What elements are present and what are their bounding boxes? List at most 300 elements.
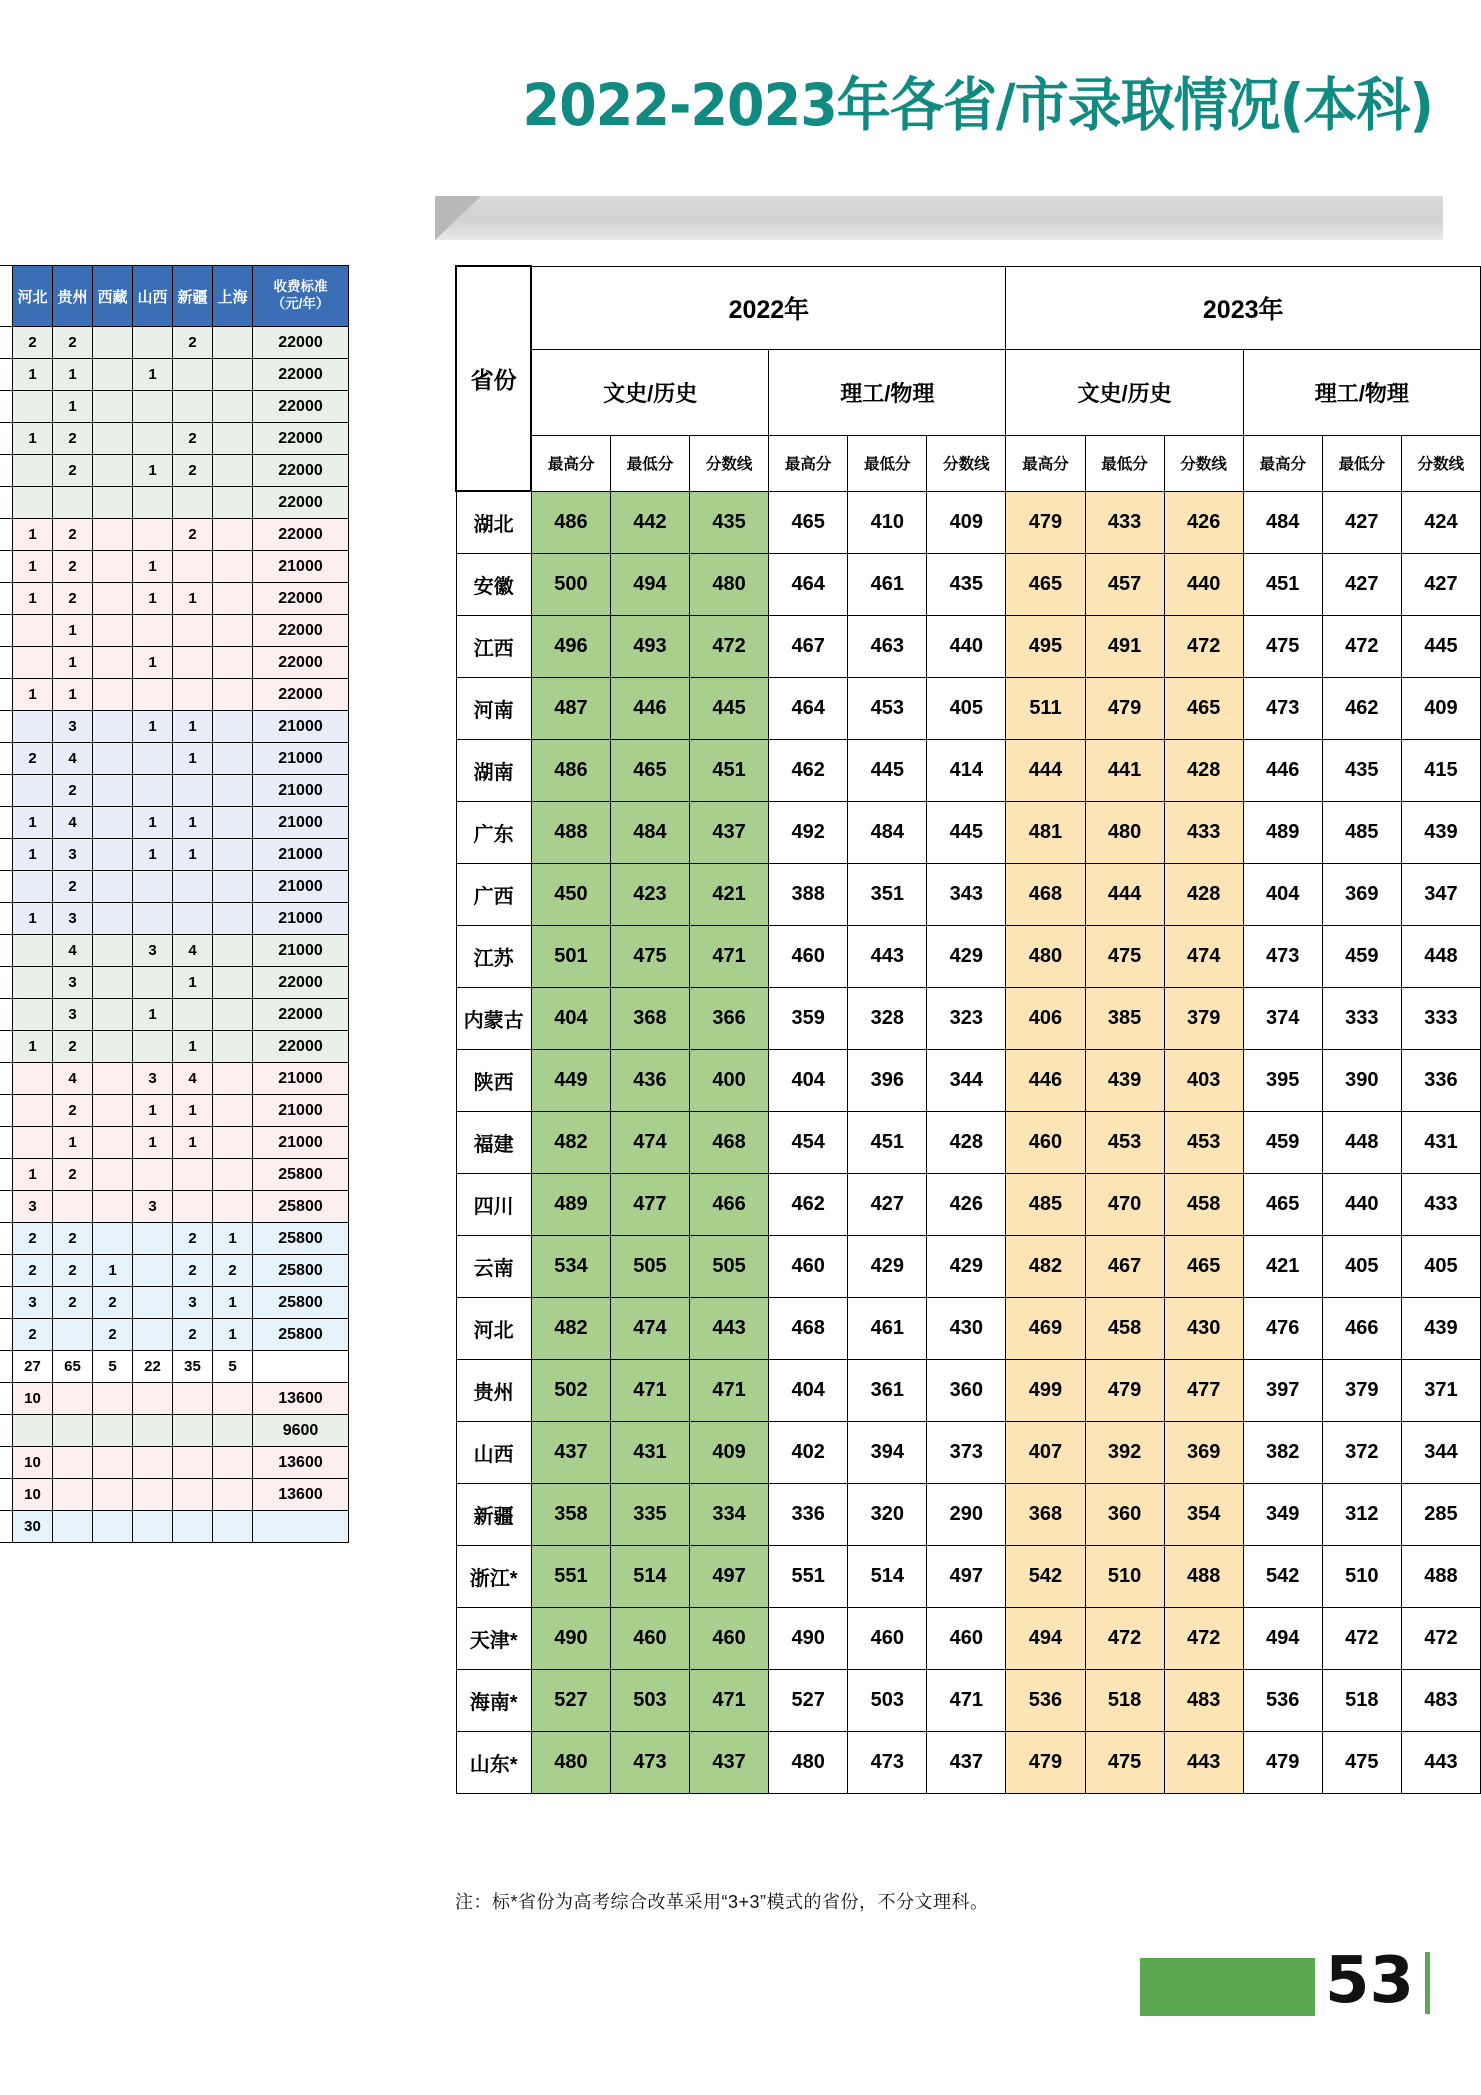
- left-table-row: [0, 743, 349, 775]
- cell-score: 366: [690, 988, 769, 1050]
- cell-score: 429: [927, 926, 1006, 988]
- cell-score: 429: [848, 1236, 927, 1298]
- cell-score: 473: [610, 1732, 689, 1794]
- left-cell: [133, 327, 173, 359]
- header-subject-3: 理工/物理: [1243, 349, 1480, 435]
- left-row-edge-spacer: [0, 1415, 13, 1447]
- cell-score: 480: [1006, 926, 1085, 988]
- left-row-edge-spacer: [0, 839, 13, 871]
- cell-score: 421: [1243, 1236, 1322, 1298]
- left-table-row: [0, 487, 349, 519]
- left-table-edge-spacer: [0, 266, 13, 327]
- cell-score: 450: [531, 864, 610, 926]
- left-row-edge-spacer: [0, 1191, 13, 1223]
- cell-score: 410: [848, 491, 927, 554]
- cell-score: 415: [1401, 740, 1480, 802]
- left-cell: 2: [53, 1159, 93, 1191]
- left-cell: [133, 871, 173, 903]
- cell-province: 湖南: [456, 740, 531, 802]
- left-cell: 3: [53, 967, 93, 999]
- left-cell: [133, 1255, 173, 1287]
- cell-score: 472: [1322, 1608, 1401, 1670]
- cell-score: 484: [1243, 491, 1322, 554]
- left-cell: [213, 775, 253, 807]
- cell-score: 487: [531, 678, 610, 740]
- left-cell-fee: 13600: [253, 1447, 349, 1479]
- left-cell: 1: [13, 839, 53, 871]
- left-cell: [13, 647, 53, 679]
- cell-score: 445: [1401, 616, 1480, 678]
- cell-score: 435: [690, 491, 769, 554]
- left-cell: 2: [53, 1287, 93, 1319]
- left-cell: 1: [53, 647, 93, 679]
- left-table-row: [0, 327, 349, 359]
- main-table-body: [456, 491, 1481, 1794]
- left-cell: 2: [13, 1319, 53, 1351]
- left-row-edge-spacer: [0, 647, 13, 679]
- cell-score: 473: [1243, 678, 1322, 740]
- cell-score: 502: [531, 1360, 610, 1422]
- cell-score: 351: [848, 864, 927, 926]
- left-cell: [13, 455, 53, 487]
- cell-province: 河南: [456, 678, 531, 740]
- cell-score: 466: [1322, 1298, 1401, 1360]
- left-cell: [93, 1063, 133, 1095]
- left-cell: [93, 903, 133, 935]
- left-row-edge-spacer: [0, 423, 13, 455]
- left-cell-fee: 22000: [253, 999, 349, 1031]
- left-cell: [213, 743, 253, 775]
- left-cell: [13, 1095, 53, 1127]
- left-cell: [213, 1191, 253, 1223]
- left-table-row: [0, 1127, 349, 1159]
- cell-score: 430: [1164, 1298, 1243, 1360]
- cell-score: 475: [1243, 616, 1322, 678]
- left-cell: 1: [173, 839, 213, 871]
- left-cell: [133, 743, 173, 775]
- left-row-edge-spacer: [0, 487, 13, 519]
- cell-score: 360: [927, 1360, 1006, 1422]
- left-cell: [173, 871, 213, 903]
- left-cell: 2: [53, 1255, 93, 1287]
- cell-score: 409: [927, 491, 1006, 554]
- cell-score: 433: [1164, 802, 1243, 864]
- left-cell: 1: [133, 839, 173, 871]
- table-row: [456, 740, 1481, 802]
- cell-score: 405: [1322, 1236, 1401, 1298]
- cell-score: 480: [1085, 802, 1164, 864]
- header-subject-0: 文史/历史: [531, 349, 768, 435]
- cell-score: 427: [1322, 491, 1401, 554]
- left-cell: 1: [53, 615, 93, 647]
- left-cell: [13, 935, 53, 967]
- cell-score: 409: [1401, 678, 1480, 740]
- left-col-header-3: 山西: [133, 266, 173, 327]
- left-cell: [93, 679, 133, 711]
- left-cell: 2: [53, 423, 93, 455]
- cell-score: 405: [1401, 1236, 1480, 1298]
- cell-score: 349: [1243, 1484, 1322, 1546]
- left-row-edge-spacer: [0, 583, 13, 615]
- left-cell: 10: [13, 1479, 53, 1511]
- cell-score: 379: [1164, 988, 1243, 1050]
- cell-score: 453: [848, 678, 927, 740]
- left-cell: [173, 1479, 213, 1511]
- cell-score: 453: [1164, 1112, 1243, 1174]
- cell-province: 河北: [456, 1298, 531, 1360]
- left-cell: 1: [133, 583, 173, 615]
- left-cell: 4: [53, 1063, 93, 1095]
- cell-score: 368: [610, 988, 689, 1050]
- left-row-edge-spacer: [0, 903, 13, 935]
- cell-score: 439: [1401, 802, 1480, 864]
- left-cell: [133, 1287, 173, 1319]
- left-cell: [93, 1447, 133, 1479]
- cell-score: 443: [1401, 1732, 1480, 1794]
- header-metric-7: 最低分: [1085, 435, 1164, 491]
- cell-score: 551: [531, 1546, 610, 1608]
- header-metric-4: 最低分: [848, 435, 927, 491]
- left-cell-fee: 22000: [253, 967, 349, 999]
- table-footnote: 注：标*省份为高考综合改革采用“3+3”模式的省份，不分文理科。: [455, 1892, 989, 1912]
- cell-score: 445: [690, 678, 769, 740]
- cell-score: 534: [531, 1236, 610, 1298]
- left-cell: 1: [173, 1095, 213, 1127]
- left-cell: 2: [53, 327, 93, 359]
- cell-score: 472: [690, 616, 769, 678]
- header-metric-11: 分数线: [1401, 435, 1480, 491]
- cell-score: 474: [610, 1298, 689, 1360]
- cell-score: 471: [927, 1670, 1006, 1732]
- header-metric-6: 最高分: [1006, 435, 1085, 491]
- left-cell: 2: [53, 455, 93, 487]
- cell-score: 445: [927, 802, 1006, 864]
- left-row-edge-spacer: [0, 1063, 13, 1095]
- left-cell: 1: [173, 743, 213, 775]
- left-table-row: [0, 1319, 349, 1351]
- left-cell-fee: 22000: [253, 1031, 349, 1063]
- cell-score: 423: [610, 864, 689, 926]
- left-cell: [93, 935, 133, 967]
- cell-score: 431: [610, 1422, 689, 1484]
- left-cell: 10: [13, 1383, 53, 1415]
- left-cell: 2: [53, 775, 93, 807]
- header-metric-3: 最高分: [769, 435, 848, 491]
- left-cell: [133, 1319, 173, 1351]
- cell-score: 457: [1085, 554, 1164, 616]
- left-cell: 22: [133, 1351, 173, 1383]
- cell-score: 446: [1006, 1050, 1085, 1112]
- cell-score: 468: [1006, 864, 1085, 926]
- left-row-edge-spacer: [0, 455, 13, 487]
- left-cell: [93, 711, 133, 743]
- left-cell: 2: [93, 1319, 133, 1351]
- left-cell-fee: 25800: [253, 1223, 349, 1255]
- cell-score: 471: [690, 1670, 769, 1732]
- left-cell: 4: [53, 935, 93, 967]
- left-cell: 2: [173, 423, 213, 455]
- left-cell: [133, 679, 173, 711]
- left-cell: 2: [13, 1223, 53, 1255]
- cell-score: 404: [769, 1050, 848, 1112]
- left-cell: 1: [13, 583, 53, 615]
- left-table-row: [0, 775, 349, 807]
- cell-score: 444: [1085, 864, 1164, 926]
- cell-province: 海南*: [456, 1670, 531, 1732]
- cell-score: 471: [610, 1360, 689, 1422]
- left-cell: [93, 551, 133, 583]
- cell-score: 446: [1243, 740, 1322, 802]
- left-cell-fee: 21000: [253, 903, 349, 935]
- left-cell: [93, 1159, 133, 1191]
- left-cell: [213, 391, 253, 423]
- left-table-row: [0, 967, 349, 999]
- left-table-row: [0, 1191, 349, 1223]
- left-cell: [53, 1447, 93, 1479]
- left-cell: 3: [173, 1287, 213, 1319]
- left-cell: [213, 1031, 253, 1063]
- cell-score: 479: [1006, 1732, 1085, 1794]
- left-cell: 30: [13, 1511, 53, 1543]
- cell-score: 485: [1322, 802, 1401, 864]
- left-cell-fee: 25800: [253, 1255, 349, 1287]
- cell-score: 474: [610, 1112, 689, 1174]
- cell-score: 428: [1164, 864, 1243, 926]
- left-table-row: [0, 1095, 349, 1127]
- left-cell: 1: [13, 903, 53, 935]
- left-cell: [213, 839, 253, 871]
- table-row: [456, 1174, 1481, 1236]
- cell-score: 488: [1164, 1546, 1243, 1608]
- left-cell: 1: [133, 551, 173, 583]
- left-cell: 1: [173, 1127, 213, 1159]
- cell-province: 贵州: [456, 1360, 531, 1422]
- left-cell: [93, 1383, 133, 1415]
- left-cell: 3: [13, 1287, 53, 1319]
- cell-score: 396: [848, 1050, 927, 1112]
- table-row: [456, 926, 1481, 988]
- left-cell: [13, 871, 53, 903]
- left-cell: [13, 999, 53, 1031]
- left-cell: [93, 807, 133, 839]
- cell-score: 475: [610, 926, 689, 988]
- cell-province: 陕西: [456, 1050, 531, 1112]
- cell-score: 431: [1401, 1112, 1480, 1174]
- left-row-edge-spacer: [0, 1095, 13, 1127]
- cell-score: 344: [927, 1050, 1006, 1112]
- left-table-header-row: [0, 266, 349, 327]
- left-cell-fee: 21000: [253, 839, 349, 871]
- left-cell: 2: [13, 1255, 53, 1287]
- cell-score: 467: [769, 616, 848, 678]
- left-table-row: [0, 1383, 349, 1415]
- cell-score: 490: [769, 1608, 848, 1670]
- left-cell: [133, 519, 173, 551]
- left-table-row: [0, 1447, 349, 1479]
- left-table-row: [0, 711, 349, 743]
- cell-score: 460: [769, 926, 848, 988]
- left-cell: [213, 359, 253, 391]
- cell-score: 430: [927, 1298, 1006, 1360]
- cell-score: 395: [1243, 1050, 1322, 1112]
- left-cell: [13, 1127, 53, 1159]
- left-row-edge-spacer: [0, 391, 13, 423]
- left-col-header-0: 河北: [13, 266, 53, 327]
- left-cell: 1: [53, 1127, 93, 1159]
- cell-score: 369: [1322, 864, 1401, 926]
- left-cell: [93, 1191, 133, 1223]
- left-cell: [13, 775, 53, 807]
- left-cell: [213, 1479, 253, 1511]
- left-row-edge-spacer: [0, 807, 13, 839]
- left-cell-fee: 22000: [253, 423, 349, 455]
- cell-province: 江苏: [456, 926, 531, 988]
- left-cell: [133, 1447, 173, 1479]
- header-year-1: 2023年: [1006, 266, 1481, 349]
- cell-score: 486: [531, 491, 610, 554]
- left-cell: [173, 679, 213, 711]
- table-row: [456, 1670, 1481, 1732]
- cell-score: 483: [1401, 1670, 1480, 1732]
- cell-score: 505: [610, 1236, 689, 1298]
- left-cell: [53, 1511, 93, 1543]
- left-cell: [213, 1383, 253, 1415]
- left-cell-fee: 25800: [253, 1191, 349, 1223]
- cell-score: 333: [1322, 988, 1401, 1050]
- left-cell: 1: [213, 1319, 253, 1351]
- left-cell: [93, 967, 133, 999]
- cell-score: 465: [769, 491, 848, 554]
- left-cell: 1: [133, 647, 173, 679]
- cell-score: 403: [1164, 1050, 1243, 1112]
- left-cell: 2: [173, 1319, 213, 1351]
- left-cell: 2: [53, 871, 93, 903]
- left-cell: 2: [13, 743, 53, 775]
- cell-score: 437: [531, 1422, 610, 1484]
- main-table-head: [456, 266, 1481, 491]
- left-cell: [133, 391, 173, 423]
- left-table-row: [0, 423, 349, 455]
- cell-score: 497: [690, 1546, 769, 1608]
- left-row-edge-spacer: [0, 1159, 13, 1191]
- left-table-row: [0, 583, 349, 615]
- cell-score: 458: [1085, 1298, 1164, 1360]
- left-cell: 5: [213, 1351, 253, 1383]
- left-table-row: [0, 455, 349, 487]
- cell-score: 428: [1164, 740, 1243, 802]
- cell-score: 482: [531, 1112, 610, 1174]
- left-cell: [173, 903, 213, 935]
- cell-score: 312: [1322, 1484, 1401, 1546]
- left-table-row: [0, 647, 349, 679]
- left-cell: [93, 391, 133, 423]
- cell-score: 443: [848, 926, 927, 988]
- cell-province: 安徽: [456, 554, 531, 616]
- cell-score: 460: [927, 1608, 1006, 1670]
- cell-score: 373: [927, 1422, 1006, 1484]
- left-cell: [133, 423, 173, 455]
- left-table-row: [0, 615, 349, 647]
- cell-score: 436: [610, 1050, 689, 1112]
- left-cell: 1: [173, 583, 213, 615]
- cell-score: 448: [1401, 926, 1480, 988]
- left-row-edge-spacer: [0, 551, 13, 583]
- cell-score: 464: [769, 554, 848, 616]
- cell-score: 404: [769, 1360, 848, 1422]
- left-cell-fee: [253, 1511, 349, 1543]
- left-cell: 3: [133, 935, 173, 967]
- cell-score: 480: [690, 554, 769, 616]
- cell-score: 479: [1006, 491, 1085, 554]
- cell-score: 446: [610, 678, 689, 740]
- left-cell-fee: 22000: [253, 679, 349, 711]
- left-cell-fee: 21000: [253, 551, 349, 583]
- left-cell: [93, 839, 133, 871]
- cell-score: 437: [690, 802, 769, 864]
- cell-province: 湖北: [456, 491, 531, 554]
- left-cell: [13, 391, 53, 423]
- left-row-edge-spacer: [0, 1383, 13, 1415]
- left-col-header-2: 西藏: [93, 266, 133, 327]
- cell-score: 465: [610, 740, 689, 802]
- left-cell: 1: [13, 807, 53, 839]
- cell-score: 484: [610, 802, 689, 864]
- left-cell: [93, 1415, 133, 1447]
- left-cell-fee: 21000: [253, 711, 349, 743]
- left-cell: 2: [53, 1095, 93, 1127]
- cell-score: 454: [769, 1112, 848, 1174]
- left-cell: [173, 647, 213, 679]
- left-cell: [213, 551, 253, 583]
- cell-score: 335: [610, 1484, 689, 1546]
- cell-score: 494: [1243, 1608, 1322, 1670]
- table-row: [456, 988, 1481, 1050]
- left-cell: [213, 487, 253, 519]
- left-cell: [93, 1511, 133, 1543]
- left-table-row: [0, 1031, 349, 1063]
- cell-score: 483: [1164, 1670, 1243, 1732]
- left-row-edge-spacer: [0, 359, 13, 391]
- cell-score: 402: [769, 1422, 848, 1484]
- footer-accent-bar: [1140, 1958, 1315, 2016]
- left-cell: 3: [53, 999, 93, 1031]
- left-cell: 1: [133, 359, 173, 391]
- left-col-header-5: 上海: [213, 266, 253, 327]
- left-cell-fee: 22000: [253, 391, 349, 423]
- header-metric-2: 分数线: [690, 435, 769, 491]
- left-cell: [213, 935, 253, 967]
- cell-score: 404: [531, 988, 610, 1050]
- title-ribbon-fold-left: [435, 196, 481, 240]
- cell-score: 347: [1401, 864, 1480, 926]
- cell-score: 469: [1006, 1298, 1085, 1360]
- cell-score: 371: [1401, 1360, 1480, 1422]
- cell-score: 336: [1401, 1050, 1480, 1112]
- cell-score: 472: [1401, 1608, 1480, 1670]
- cell-score: 404: [1243, 864, 1322, 926]
- left-cell: [93, 583, 133, 615]
- left-cell: [13, 1063, 53, 1095]
- cell-score: 479: [1243, 1732, 1322, 1794]
- cell-score: 465: [1164, 678, 1243, 740]
- cell-score: 471: [690, 1360, 769, 1422]
- left-cell: [133, 1031, 173, 1063]
- left-row-edge-spacer: [0, 1223, 13, 1255]
- left-cell: [173, 391, 213, 423]
- left-cell: 3: [133, 1191, 173, 1223]
- left-table-row: [0, 839, 349, 871]
- left-cell-fee: 25800: [253, 1159, 349, 1191]
